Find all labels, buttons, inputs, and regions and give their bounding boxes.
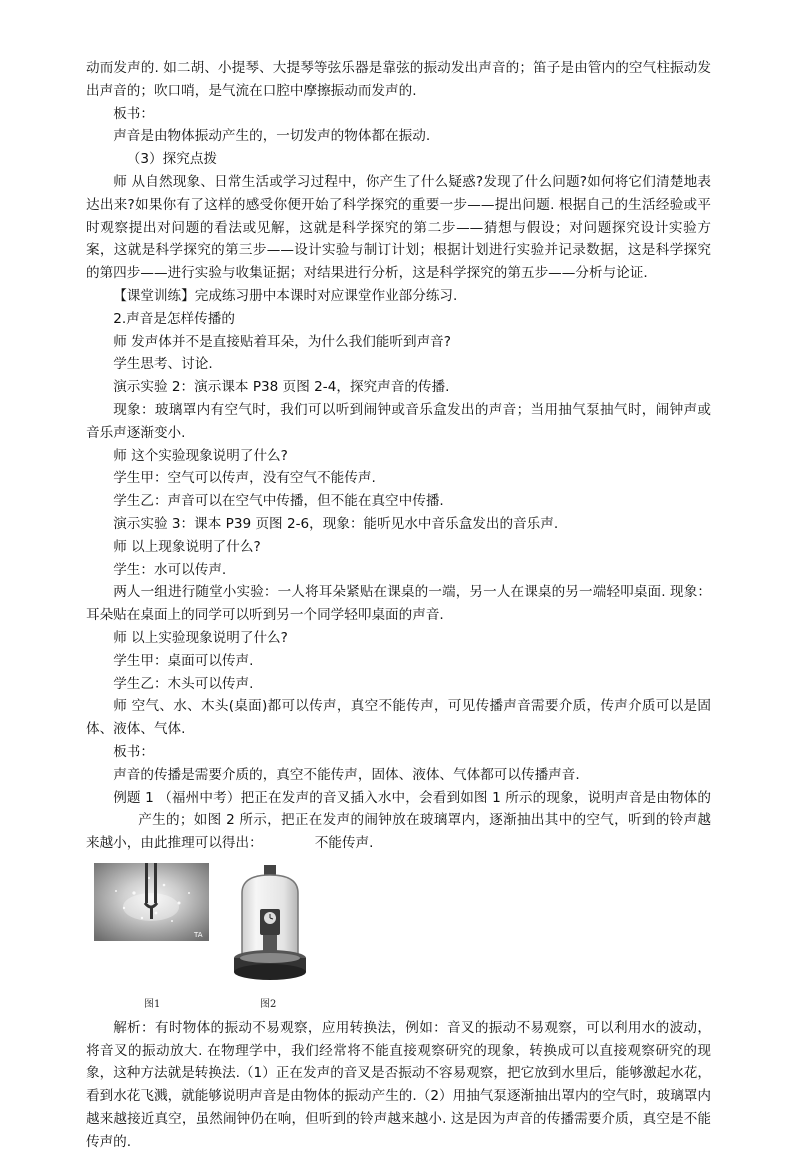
paragraph-p4: （3）探究点拨 bbox=[126, 151, 218, 168]
paragraph-p17: 学生：水可以传声. bbox=[113, 561, 227, 578]
photo-watermark bbox=[193, 931, 203, 939]
example-text-3: 不能传声. bbox=[314, 835, 374, 852]
paragraph-p23: 板书： bbox=[113, 743, 154, 760]
paragraph-p6: 【课堂训练】完成练习册中本课时对应课堂作业部分练习. bbox=[113, 287, 458, 304]
paragraph-p16: 师 以上现象说明了什么? bbox=[113, 538, 261, 555]
figure-row bbox=[86, 863, 711, 1013]
paragraph-p14: 学生乙：声音可以在空气中传播，但不能在真空中传播. bbox=[113, 493, 444, 510]
paragraph-p13: 学生甲：空气可以传声，没有空气不能传声. bbox=[113, 470, 376, 487]
paragraph-list bbox=[86, 57, 711, 787]
paragraph-p3: 声音是由物体振动产生的，一切发声的物体都在振动. bbox=[113, 128, 431, 145]
tuning-fork-in-water-photo bbox=[94, 863, 209, 941]
figure-2-caption: 图2 bbox=[260, 998, 277, 1010]
figure-1-caption: 图1 bbox=[144, 998, 161, 1010]
analysis-paragraph: 解析：有时物体的振动不易观察，应用转换法，例如：音叉的振动不易观察，可以利用水的波动，将音叉的振动放大. 在物理学中，我们经常将不能直接观察研究的现象，转换成可以直接观察研究的现象，这种方法就是转换法.（1）正在发声的音叉是否振动不容易观察，把它放到水里后，能够激起水花，看到水花飞溅，就能够说明声音是由物体的振动产生的.（2）用抽气泵逐渐抽出罩内的空气时，玻璃罩内越来越接近真空，虽然闹钟仍在响，但听到的铃声越来越小. 这是因为声音的传播需要介质，真空是不能传声的. bbox=[86, 1019, 711, 1150]
paragraph-p2: 板书： bbox=[113, 105, 154, 122]
paragraph-p10: 演示实验 2：演示课本 P38 页图 2-4，探究声音的传播. bbox=[113, 379, 450, 396]
example-text-1: 例题 1 （福州中考）把正在发声的音叉插入水中，会看到如图 1 所示的现象，说明声音是由物体的 bbox=[113, 789, 711, 806]
svg-text:TA: TA bbox=[194, 930, 203, 939]
document-page bbox=[86, 57, 711, 1154]
paragraph-p22: 师 空气、水、木头(桌面)都可以传声，真空不能传声，可见传播声音需要介质，传声介质可以是固体、液体、气体. bbox=[86, 698, 711, 738]
example-text-2: 产生的；如图 2 所示，把正在发声的闹钟放在玻璃罩内，逐渐抽出其中的空气，听到的铃声越来越小，由此推理可以得出： bbox=[86, 812, 711, 852]
paragraph-p1: 动而发声的. 如二胡、小提琴、大提琴等弦乐器是靠弦的振动发出声音的；笛子是由管内的空气柱振动发出声音的；吹口哨，是气流在口腔中摩擦振动而发声的. bbox=[86, 60, 711, 99]
paragraph-p9: 学生思考、讨论. bbox=[113, 356, 213, 373]
paragraph-p7: 2.声音是怎样传播的 bbox=[113, 310, 235, 327]
paragraph-p11: 现象：玻璃罩内有空气时，我们可以听到闹钟或音乐盒发出的声音；当用抽气泵抽气时，闹钟声或音乐声逐渐变小. bbox=[86, 401, 711, 441]
paragraph-p21: 学生乙：木头可以传声. bbox=[113, 675, 254, 692]
paragraph-p20: 学生甲：桌面可以传声. bbox=[113, 652, 254, 669]
example-1 bbox=[86, 787, 711, 855]
paragraph-p19: 师 以上实验现象说明了什么? bbox=[113, 629, 288, 646]
bell-jar-alarm-clock-photo bbox=[230, 863, 310, 988]
paragraph-p8: 师 发声体并不是直接贴着耳朵，为什么我们能听到声音? bbox=[113, 333, 451, 350]
paragraph-p12: 师 这个实验现象说明了什么? bbox=[113, 447, 288, 464]
paragraph-p24: 声音的传播是需要介质的，真空不能传声，固体、液体、气体都可以传播声音. bbox=[113, 766, 580, 783]
paragraph-p18: 两人一组进行随堂小实验：一人将耳朵紧贴在课桌的一端，另一人在课桌的另一端轻叩桌面. 现象：耳朵贴在桌面上的同学可以听到另一个同学轻叩桌面的声音. bbox=[86, 584, 711, 624]
paragraph-p15: 演示实验 3：课本 P39 页图 2-6，现象：能听见水中音乐盒发出的音乐声. bbox=[113, 515, 559, 532]
paragraph-p5: 师 从自然现象、日常生活或学习过程中，你产生了什么疑惑?发现了什么问题?如何将它们清楚地表达出来?如果你有了这样的感受你便开始了科学探究的重要一步——提出问题. 根据自己的生活经验或平时观察提出对问题的看法或见解，这就是科学探究的第二步——猜想与假设；对问题探究设计实验方案，这就是科学探究的第三步——设计实验与制订计划；根据计划进行实验并记录数据，这是科学探究的第四步——进行实验与收集证据；对结果进行分析，这是科学探究的第五步——分析与论证. bbox=[86, 173, 711, 282]
